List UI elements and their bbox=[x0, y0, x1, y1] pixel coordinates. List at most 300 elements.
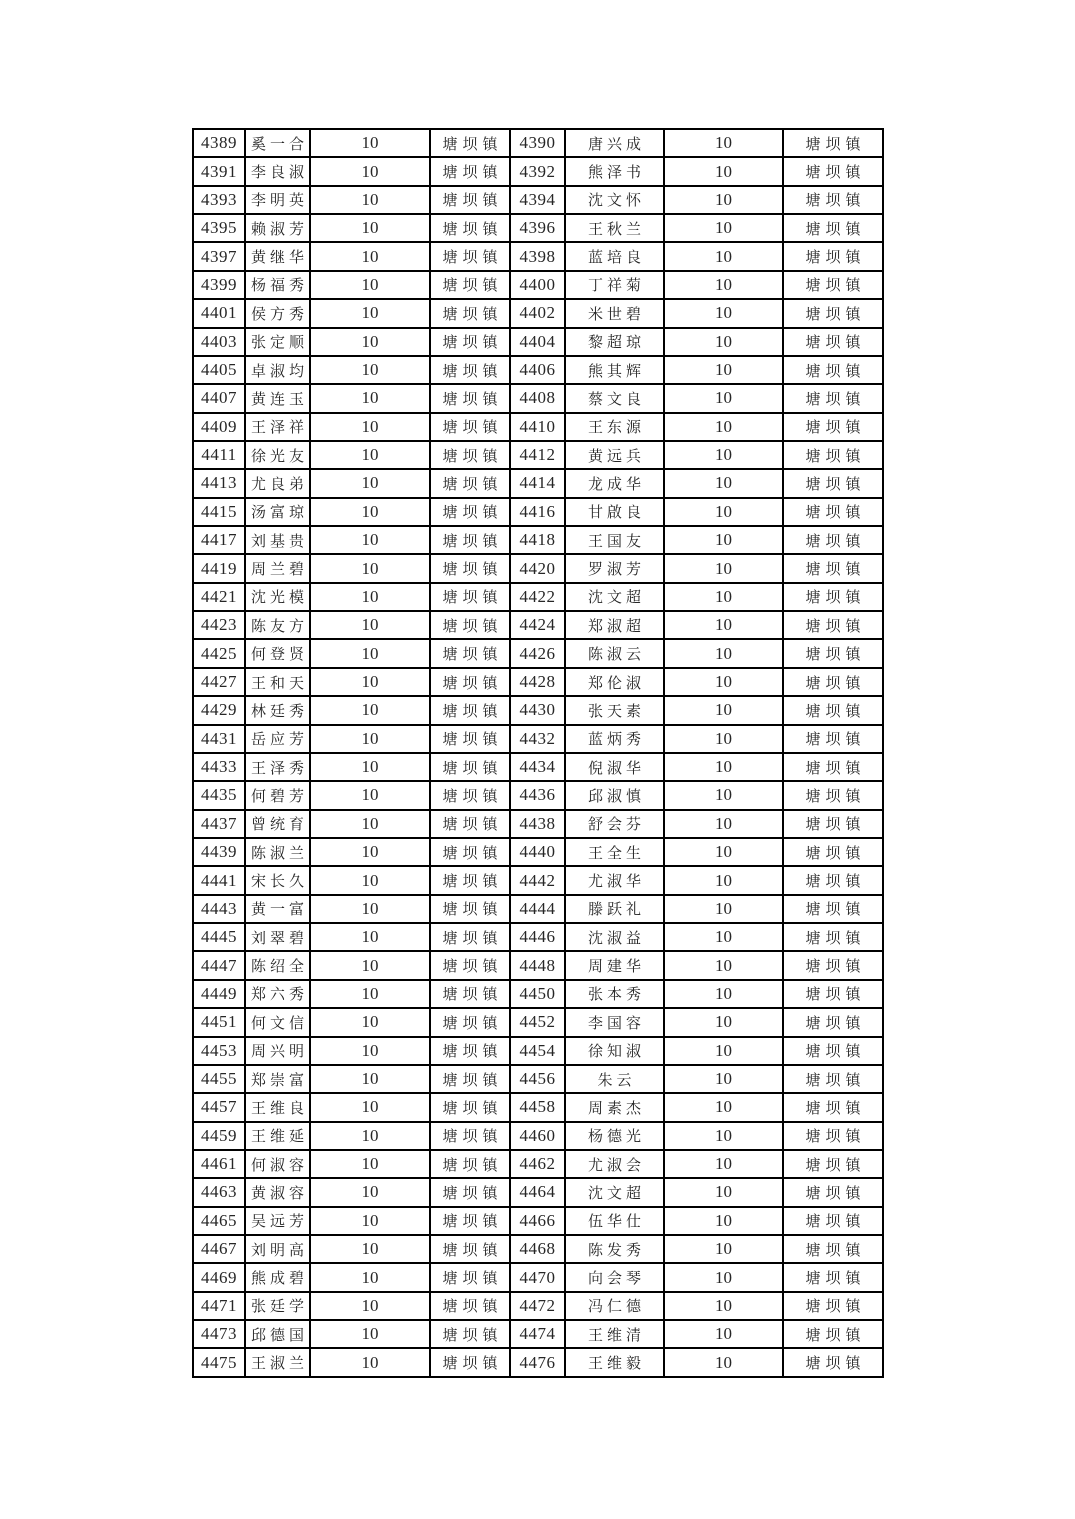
serial-cell: 4466 bbox=[510, 1207, 565, 1235]
value-cell: 10 bbox=[664, 356, 783, 384]
serial-cell: 4443 bbox=[193, 895, 245, 923]
serial-cell: 4438 bbox=[510, 810, 565, 838]
name-cell: 向会琴 bbox=[565, 1263, 664, 1291]
value-cell: 10 bbox=[310, 214, 430, 242]
roster-table-body bbox=[193, 129, 883, 1377]
serial-cell: 4446 bbox=[510, 923, 565, 951]
value-cell: 10 bbox=[664, 583, 783, 611]
town-cell: 塘坝镇 bbox=[430, 328, 510, 356]
value-cell: 10 bbox=[310, 1348, 430, 1377]
name-cell: 王全生 bbox=[565, 838, 664, 866]
town-cell: 塘坝镇 bbox=[783, 1235, 883, 1263]
name-cell: 王国友 bbox=[565, 526, 664, 554]
name-cell: 沈光模 bbox=[245, 583, 310, 611]
roster-table bbox=[192, 128, 884, 1378]
value-cell: 10 bbox=[664, 753, 783, 781]
value-cell: 10 bbox=[664, 866, 783, 894]
value-cell: 10 bbox=[310, 498, 430, 526]
serial-cell: 4421 bbox=[193, 583, 245, 611]
serial-cell: 4468 bbox=[510, 1235, 565, 1263]
value-cell: 10 bbox=[310, 725, 430, 753]
town-cell: 塘坝镇 bbox=[783, 810, 883, 838]
town-cell: 塘坝镇 bbox=[783, 413, 883, 441]
value-cell: 10 bbox=[310, 838, 430, 866]
town-cell: 塘坝镇 bbox=[430, 129, 510, 157]
name-cell: 卓淑均 bbox=[245, 356, 310, 384]
table-row bbox=[193, 1122, 883, 1150]
value-cell: 10 bbox=[310, 413, 430, 441]
name-cell: 王维清 bbox=[565, 1320, 664, 1348]
name-cell: 郑六秀 bbox=[245, 980, 310, 1008]
town-cell: 塘坝镇 bbox=[783, 838, 883, 866]
value-cell: 10 bbox=[664, 1348, 783, 1377]
serial-cell: 4469 bbox=[193, 1263, 245, 1291]
name-cell: 倪淑华 bbox=[565, 753, 664, 781]
table-row bbox=[193, 838, 883, 866]
town-cell: 塘坝镇 bbox=[430, 1235, 510, 1263]
value-cell: 10 bbox=[664, 526, 783, 554]
name-cell: 尤良弟 bbox=[245, 469, 310, 497]
value-cell: 10 bbox=[310, 668, 430, 696]
serial-cell: 4448 bbox=[510, 951, 565, 979]
town-cell: 塘坝镇 bbox=[783, 157, 883, 185]
serial-cell: 4455 bbox=[193, 1065, 245, 1093]
serial-cell: 4401 bbox=[193, 299, 245, 327]
serial-cell: 4447 bbox=[193, 951, 245, 979]
value-cell: 10 bbox=[310, 866, 430, 894]
town-cell: 塘坝镇 bbox=[430, 725, 510, 753]
table-row bbox=[193, 157, 883, 185]
town-cell: 塘坝镇 bbox=[430, 1207, 510, 1235]
serial-cell: 4462 bbox=[510, 1150, 565, 1178]
town-cell: 塘坝镇 bbox=[783, 469, 883, 497]
town-cell: 塘坝镇 bbox=[783, 1263, 883, 1291]
table-row bbox=[193, 1065, 883, 1093]
town-cell: 塘坝镇 bbox=[783, 895, 883, 923]
name-cell: 赖淑芳 bbox=[245, 214, 310, 242]
value-cell: 10 bbox=[310, 951, 430, 979]
value-cell: 10 bbox=[664, 923, 783, 951]
serial-cell: 4406 bbox=[510, 356, 565, 384]
value-cell: 10 bbox=[310, 441, 430, 469]
town-cell: 塘坝镇 bbox=[783, 214, 883, 242]
table-row bbox=[193, 1037, 883, 1065]
town-cell: 塘坝镇 bbox=[430, 299, 510, 327]
value-cell: 10 bbox=[664, 696, 783, 724]
name-cell: 徐光友 bbox=[245, 441, 310, 469]
name-cell: 邱淑慎 bbox=[565, 781, 664, 809]
town-cell: 塘坝镇 bbox=[783, 1292, 883, 1320]
town-cell: 塘坝镇 bbox=[430, 781, 510, 809]
town-cell: 塘坝镇 bbox=[430, 1348, 510, 1377]
serial-cell: 4405 bbox=[193, 356, 245, 384]
table-row bbox=[193, 895, 883, 923]
table-row bbox=[193, 554, 883, 582]
name-cell: 曾统育 bbox=[245, 810, 310, 838]
name-cell: 黄继华 bbox=[245, 242, 310, 270]
town-cell: 塘坝镇 bbox=[430, 1263, 510, 1291]
value-cell: 10 bbox=[664, 725, 783, 753]
value-cell: 10 bbox=[664, 214, 783, 242]
serial-cell: 4476 bbox=[510, 1348, 565, 1377]
value-cell: 10 bbox=[664, 328, 783, 356]
value-cell: 10 bbox=[664, 1093, 783, 1121]
name-cell: 沈淑益 bbox=[565, 923, 664, 951]
name-cell: 陈绍全 bbox=[245, 951, 310, 979]
value-cell: 10 bbox=[664, 1292, 783, 1320]
name-cell: 蓝培良 bbox=[565, 242, 664, 270]
table-row bbox=[193, 1008, 883, 1036]
table-row bbox=[193, 1178, 883, 1206]
name-cell: 黄连玉 bbox=[245, 384, 310, 412]
value-cell: 10 bbox=[310, 129, 430, 157]
value-cell: 10 bbox=[664, 469, 783, 497]
value-cell: 10 bbox=[664, 1037, 783, 1065]
serial-cell: 4459 bbox=[193, 1122, 245, 1150]
town-cell: 塘坝镇 bbox=[783, 951, 883, 979]
value-cell: 10 bbox=[664, 242, 783, 270]
table-row bbox=[193, 639, 883, 667]
town-cell: 塘坝镇 bbox=[783, 554, 883, 582]
serial-cell: 4435 bbox=[193, 781, 245, 809]
table-row bbox=[193, 299, 883, 327]
serial-cell: 4460 bbox=[510, 1122, 565, 1150]
town-cell: 塘坝镇 bbox=[430, 384, 510, 412]
table-row bbox=[193, 668, 883, 696]
value-cell: 10 bbox=[310, 696, 430, 724]
name-cell: 王和天 bbox=[245, 668, 310, 696]
serial-cell: 4424 bbox=[510, 611, 565, 639]
value-cell: 10 bbox=[310, 1235, 430, 1263]
town-cell: 塘坝镇 bbox=[783, 583, 883, 611]
table-row bbox=[193, 781, 883, 809]
serial-cell: 4450 bbox=[510, 980, 565, 1008]
town-cell: 塘坝镇 bbox=[430, 810, 510, 838]
serial-cell: 4453 bbox=[193, 1037, 245, 1065]
serial-cell: 4427 bbox=[193, 668, 245, 696]
town-cell: 塘坝镇 bbox=[783, 980, 883, 1008]
town-cell: 塘坝镇 bbox=[430, 554, 510, 582]
town-cell: 塘坝镇 bbox=[430, 242, 510, 270]
value-cell: 10 bbox=[664, 1263, 783, 1291]
value-cell: 10 bbox=[664, 384, 783, 412]
town-cell: 塘坝镇 bbox=[783, 923, 883, 951]
serial-cell: 4423 bbox=[193, 611, 245, 639]
serial-cell: 4399 bbox=[193, 271, 245, 299]
value-cell: 10 bbox=[310, 299, 430, 327]
name-cell: 李良淑 bbox=[245, 157, 310, 185]
name-cell: 伍华仕 bbox=[565, 1207, 664, 1235]
town-cell: 塘坝镇 bbox=[430, 696, 510, 724]
town-cell: 塘坝镇 bbox=[783, 611, 883, 639]
town-cell: 塘坝镇 bbox=[430, 1093, 510, 1121]
table-row bbox=[193, 356, 883, 384]
table-row bbox=[193, 866, 883, 894]
town-cell: 塘坝镇 bbox=[430, 668, 510, 696]
serial-cell: 4454 bbox=[510, 1037, 565, 1065]
table-row bbox=[193, 328, 883, 356]
name-cell: 杨德光 bbox=[565, 1122, 664, 1150]
table-row bbox=[193, 1348, 883, 1377]
name-cell: 唐兴成 bbox=[565, 129, 664, 157]
name-cell: 刘基贵 bbox=[245, 526, 310, 554]
serial-cell: 4449 bbox=[193, 980, 245, 1008]
serial-cell: 4425 bbox=[193, 639, 245, 667]
town-cell: 塘坝镇 bbox=[430, 1178, 510, 1206]
serial-cell: 4415 bbox=[193, 498, 245, 526]
serial-cell: 4474 bbox=[510, 1320, 565, 1348]
serial-cell: 4413 bbox=[193, 469, 245, 497]
name-cell: 沈文超 bbox=[565, 1178, 664, 1206]
name-cell: 何碧芳 bbox=[245, 781, 310, 809]
value-cell: 10 bbox=[310, 1178, 430, 1206]
town-cell: 塘坝镇 bbox=[783, 186, 883, 214]
name-cell: 尤淑会 bbox=[565, 1150, 664, 1178]
value-cell: 10 bbox=[664, 639, 783, 667]
serial-cell: 4456 bbox=[510, 1065, 565, 1093]
table-row bbox=[193, 1207, 883, 1235]
serial-cell: 4461 bbox=[193, 1150, 245, 1178]
name-cell: 罗淑芳 bbox=[565, 554, 664, 582]
name-cell: 尤淑华 bbox=[565, 866, 664, 894]
value-cell: 10 bbox=[310, 1122, 430, 1150]
name-cell: 熊泽书 bbox=[565, 157, 664, 185]
serial-cell: 4433 bbox=[193, 753, 245, 781]
serial-cell: 4467 bbox=[193, 1235, 245, 1263]
table-row bbox=[193, 271, 883, 299]
town-cell: 塘坝镇 bbox=[783, 781, 883, 809]
town-cell: 塘坝镇 bbox=[430, 526, 510, 554]
serial-cell: 4416 bbox=[510, 498, 565, 526]
serial-cell: 4432 bbox=[510, 725, 565, 753]
name-cell: 冯仁德 bbox=[565, 1292, 664, 1320]
serial-cell: 4470 bbox=[510, 1263, 565, 1291]
serial-cell: 4420 bbox=[510, 554, 565, 582]
serial-cell: 4412 bbox=[510, 441, 565, 469]
serial-cell: 4457 bbox=[193, 1093, 245, 1121]
serial-cell: 4422 bbox=[510, 583, 565, 611]
name-cell: 熊其辉 bbox=[565, 356, 664, 384]
value-cell: 10 bbox=[310, 895, 430, 923]
town-cell: 塘坝镇 bbox=[783, 1320, 883, 1348]
serial-cell: 4442 bbox=[510, 866, 565, 894]
town-cell: 塘坝镇 bbox=[430, 923, 510, 951]
serial-cell: 4436 bbox=[510, 781, 565, 809]
town-cell: 塘坝镇 bbox=[783, 1065, 883, 1093]
serial-cell: 4417 bbox=[193, 526, 245, 554]
name-cell: 邱德国 bbox=[245, 1320, 310, 1348]
town-cell: 塘坝镇 bbox=[430, 441, 510, 469]
town-cell: 塘坝镇 bbox=[783, 356, 883, 384]
value-cell: 10 bbox=[664, 838, 783, 866]
town-cell: 塘坝镇 bbox=[430, 186, 510, 214]
town-cell: 塘坝镇 bbox=[783, 1037, 883, 1065]
name-cell: 熊成碧 bbox=[245, 1263, 310, 1291]
name-cell: 岳应芳 bbox=[245, 725, 310, 753]
serial-cell: 4473 bbox=[193, 1320, 245, 1348]
name-cell: 郑崇富 bbox=[245, 1065, 310, 1093]
table-row bbox=[193, 186, 883, 214]
value-cell: 10 bbox=[310, 526, 430, 554]
serial-cell: 4472 bbox=[510, 1292, 565, 1320]
value-cell: 10 bbox=[310, 469, 430, 497]
value-cell: 10 bbox=[310, 186, 430, 214]
serial-cell: 4451 bbox=[193, 1008, 245, 1036]
serial-cell: 4392 bbox=[510, 157, 565, 185]
table-row bbox=[193, 1320, 883, 1348]
town-cell: 塘坝镇 bbox=[430, 1150, 510, 1178]
serial-cell: 4463 bbox=[193, 1178, 245, 1206]
value-cell: 10 bbox=[664, 498, 783, 526]
value-cell: 10 bbox=[664, 441, 783, 469]
name-cell: 杨福秀 bbox=[245, 271, 310, 299]
town-cell: 塘坝镇 bbox=[783, 271, 883, 299]
name-cell: 宋长久 bbox=[245, 866, 310, 894]
serial-cell: 4428 bbox=[510, 668, 565, 696]
town-cell: 塘坝镇 bbox=[783, 129, 883, 157]
value-cell: 10 bbox=[664, 951, 783, 979]
table-row bbox=[193, 753, 883, 781]
name-cell: 刘明高 bbox=[245, 1235, 310, 1263]
serial-cell: 4437 bbox=[193, 810, 245, 838]
value-cell: 10 bbox=[310, 1150, 430, 1178]
town-cell: 塘坝镇 bbox=[430, 157, 510, 185]
town-cell: 塘坝镇 bbox=[430, 951, 510, 979]
name-cell: 滕跃礼 bbox=[565, 895, 664, 923]
value-cell: 10 bbox=[664, 186, 783, 214]
name-cell: 吴远芳 bbox=[245, 1207, 310, 1235]
table-row bbox=[193, 696, 883, 724]
town-cell: 塘坝镇 bbox=[430, 1292, 510, 1320]
table-row bbox=[193, 725, 883, 753]
serial-cell: 4475 bbox=[193, 1348, 245, 1377]
value-cell: 10 bbox=[664, 611, 783, 639]
table-row bbox=[193, 1292, 883, 1320]
value-cell: 10 bbox=[310, 384, 430, 412]
serial-cell: 4398 bbox=[510, 242, 565, 270]
name-cell: 王维延 bbox=[245, 1122, 310, 1150]
value-cell: 10 bbox=[310, 1008, 430, 1036]
value-cell: 10 bbox=[664, 668, 783, 696]
value-cell: 10 bbox=[310, 157, 430, 185]
serial-cell: 4394 bbox=[510, 186, 565, 214]
name-cell: 何登贤 bbox=[245, 639, 310, 667]
name-cell: 蔡文良 bbox=[565, 384, 664, 412]
table-row bbox=[193, 214, 883, 242]
name-cell: 张天素 bbox=[565, 696, 664, 724]
name-cell: 张本秀 bbox=[565, 980, 664, 1008]
town-cell: 塘坝镇 bbox=[783, 1150, 883, 1178]
town-cell: 塘坝镇 bbox=[430, 469, 510, 497]
value-cell: 10 bbox=[664, 299, 783, 327]
table-row bbox=[193, 129, 883, 157]
value-cell: 10 bbox=[310, 242, 430, 270]
name-cell: 侯方秀 bbox=[245, 299, 310, 327]
value-cell: 10 bbox=[664, 129, 783, 157]
serial-cell: 4411 bbox=[193, 441, 245, 469]
table-row bbox=[193, 384, 883, 412]
serial-cell: 4431 bbox=[193, 725, 245, 753]
table-row bbox=[193, 242, 883, 270]
serial-cell: 4409 bbox=[193, 413, 245, 441]
name-cell: 陈淑云 bbox=[565, 639, 664, 667]
value-cell: 10 bbox=[310, 611, 430, 639]
name-cell: 郑淑超 bbox=[565, 611, 664, 639]
name-cell: 王东源 bbox=[565, 413, 664, 441]
name-cell: 王淑兰 bbox=[245, 1348, 310, 1377]
town-cell: 塘坝镇 bbox=[783, 328, 883, 356]
serial-cell: 4395 bbox=[193, 214, 245, 242]
name-cell: 周兴明 bbox=[245, 1037, 310, 1065]
value-cell: 10 bbox=[664, 1065, 783, 1093]
town-cell: 塘坝镇 bbox=[783, 668, 883, 696]
town-cell: 塘坝镇 bbox=[783, 1008, 883, 1036]
serial-cell: 4445 bbox=[193, 923, 245, 951]
town-cell: 塘坝镇 bbox=[430, 583, 510, 611]
value-cell: 10 bbox=[310, 271, 430, 299]
serial-cell: 4414 bbox=[510, 469, 565, 497]
town-cell: 塘坝镇 bbox=[783, 1122, 883, 1150]
value-cell: 10 bbox=[310, 1065, 430, 1093]
name-cell: 丁祥菊 bbox=[565, 271, 664, 299]
serial-cell: 4397 bbox=[193, 242, 245, 270]
town-cell: 塘坝镇 bbox=[430, 611, 510, 639]
serial-cell: 4390 bbox=[510, 129, 565, 157]
name-cell: 王泽祥 bbox=[245, 413, 310, 441]
value-cell: 10 bbox=[310, 1263, 430, 1291]
table-row bbox=[193, 469, 883, 497]
serial-cell: 4393 bbox=[193, 186, 245, 214]
value-cell: 10 bbox=[664, 157, 783, 185]
serial-cell: 4404 bbox=[510, 328, 565, 356]
table-row bbox=[193, 980, 883, 1008]
value-cell: 10 bbox=[310, 1207, 430, 1235]
name-cell: 周建华 bbox=[565, 951, 664, 979]
town-cell: 塘坝镇 bbox=[430, 1122, 510, 1150]
table-row bbox=[193, 951, 883, 979]
value-cell: 10 bbox=[664, 895, 783, 923]
value-cell: 10 bbox=[310, 781, 430, 809]
town-cell: 塘坝镇 bbox=[783, 384, 883, 412]
name-cell: 刘翠碧 bbox=[245, 923, 310, 951]
name-cell: 汤富琼 bbox=[245, 498, 310, 526]
serial-cell: 4441 bbox=[193, 866, 245, 894]
value-cell: 10 bbox=[664, 1235, 783, 1263]
town-cell: 塘坝镇 bbox=[430, 1320, 510, 1348]
table-row bbox=[193, 923, 883, 951]
table-row bbox=[193, 413, 883, 441]
name-cell: 蓝炳秀 bbox=[565, 725, 664, 753]
town-cell: 塘坝镇 bbox=[783, 242, 883, 270]
town-cell: 塘坝镇 bbox=[783, 441, 883, 469]
table-row bbox=[193, 1093, 883, 1121]
name-cell: 米世碧 bbox=[565, 299, 664, 327]
serial-cell: 4465 bbox=[193, 1207, 245, 1235]
serial-cell: 4396 bbox=[510, 214, 565, 242]
value-cell: 10 bbox=[664, 413, 783, 441]
serial-cell: 4419 bbox=[193, 554, 245, 582]
town-cell: 塘坝镇 bbox=[430, 895, 510, 923]
town-cell: 塘坝镇 bbox=[430, 838, 510, 866]
table-row bbox=[193, 1235, 883, 1263]
name-cell: 张定顺 bbox=[245, 328, 310, 356]
town-cell: 塘坝镇 bbox=[430, 639, 510, 667]
serial-cell: 4408 bbox=[510, 384, 565, 412]
name-cell: 王维毅 bbox=[565, 1348, 664, 1377]
value-cell: 10 bbox=[310, 1093, 430, 1121]
serial-cell: 4434 bbox=[510, 753, 565, 781]
town-cell: 塘坝镇 bbox=[783, 526, 883, 554]
